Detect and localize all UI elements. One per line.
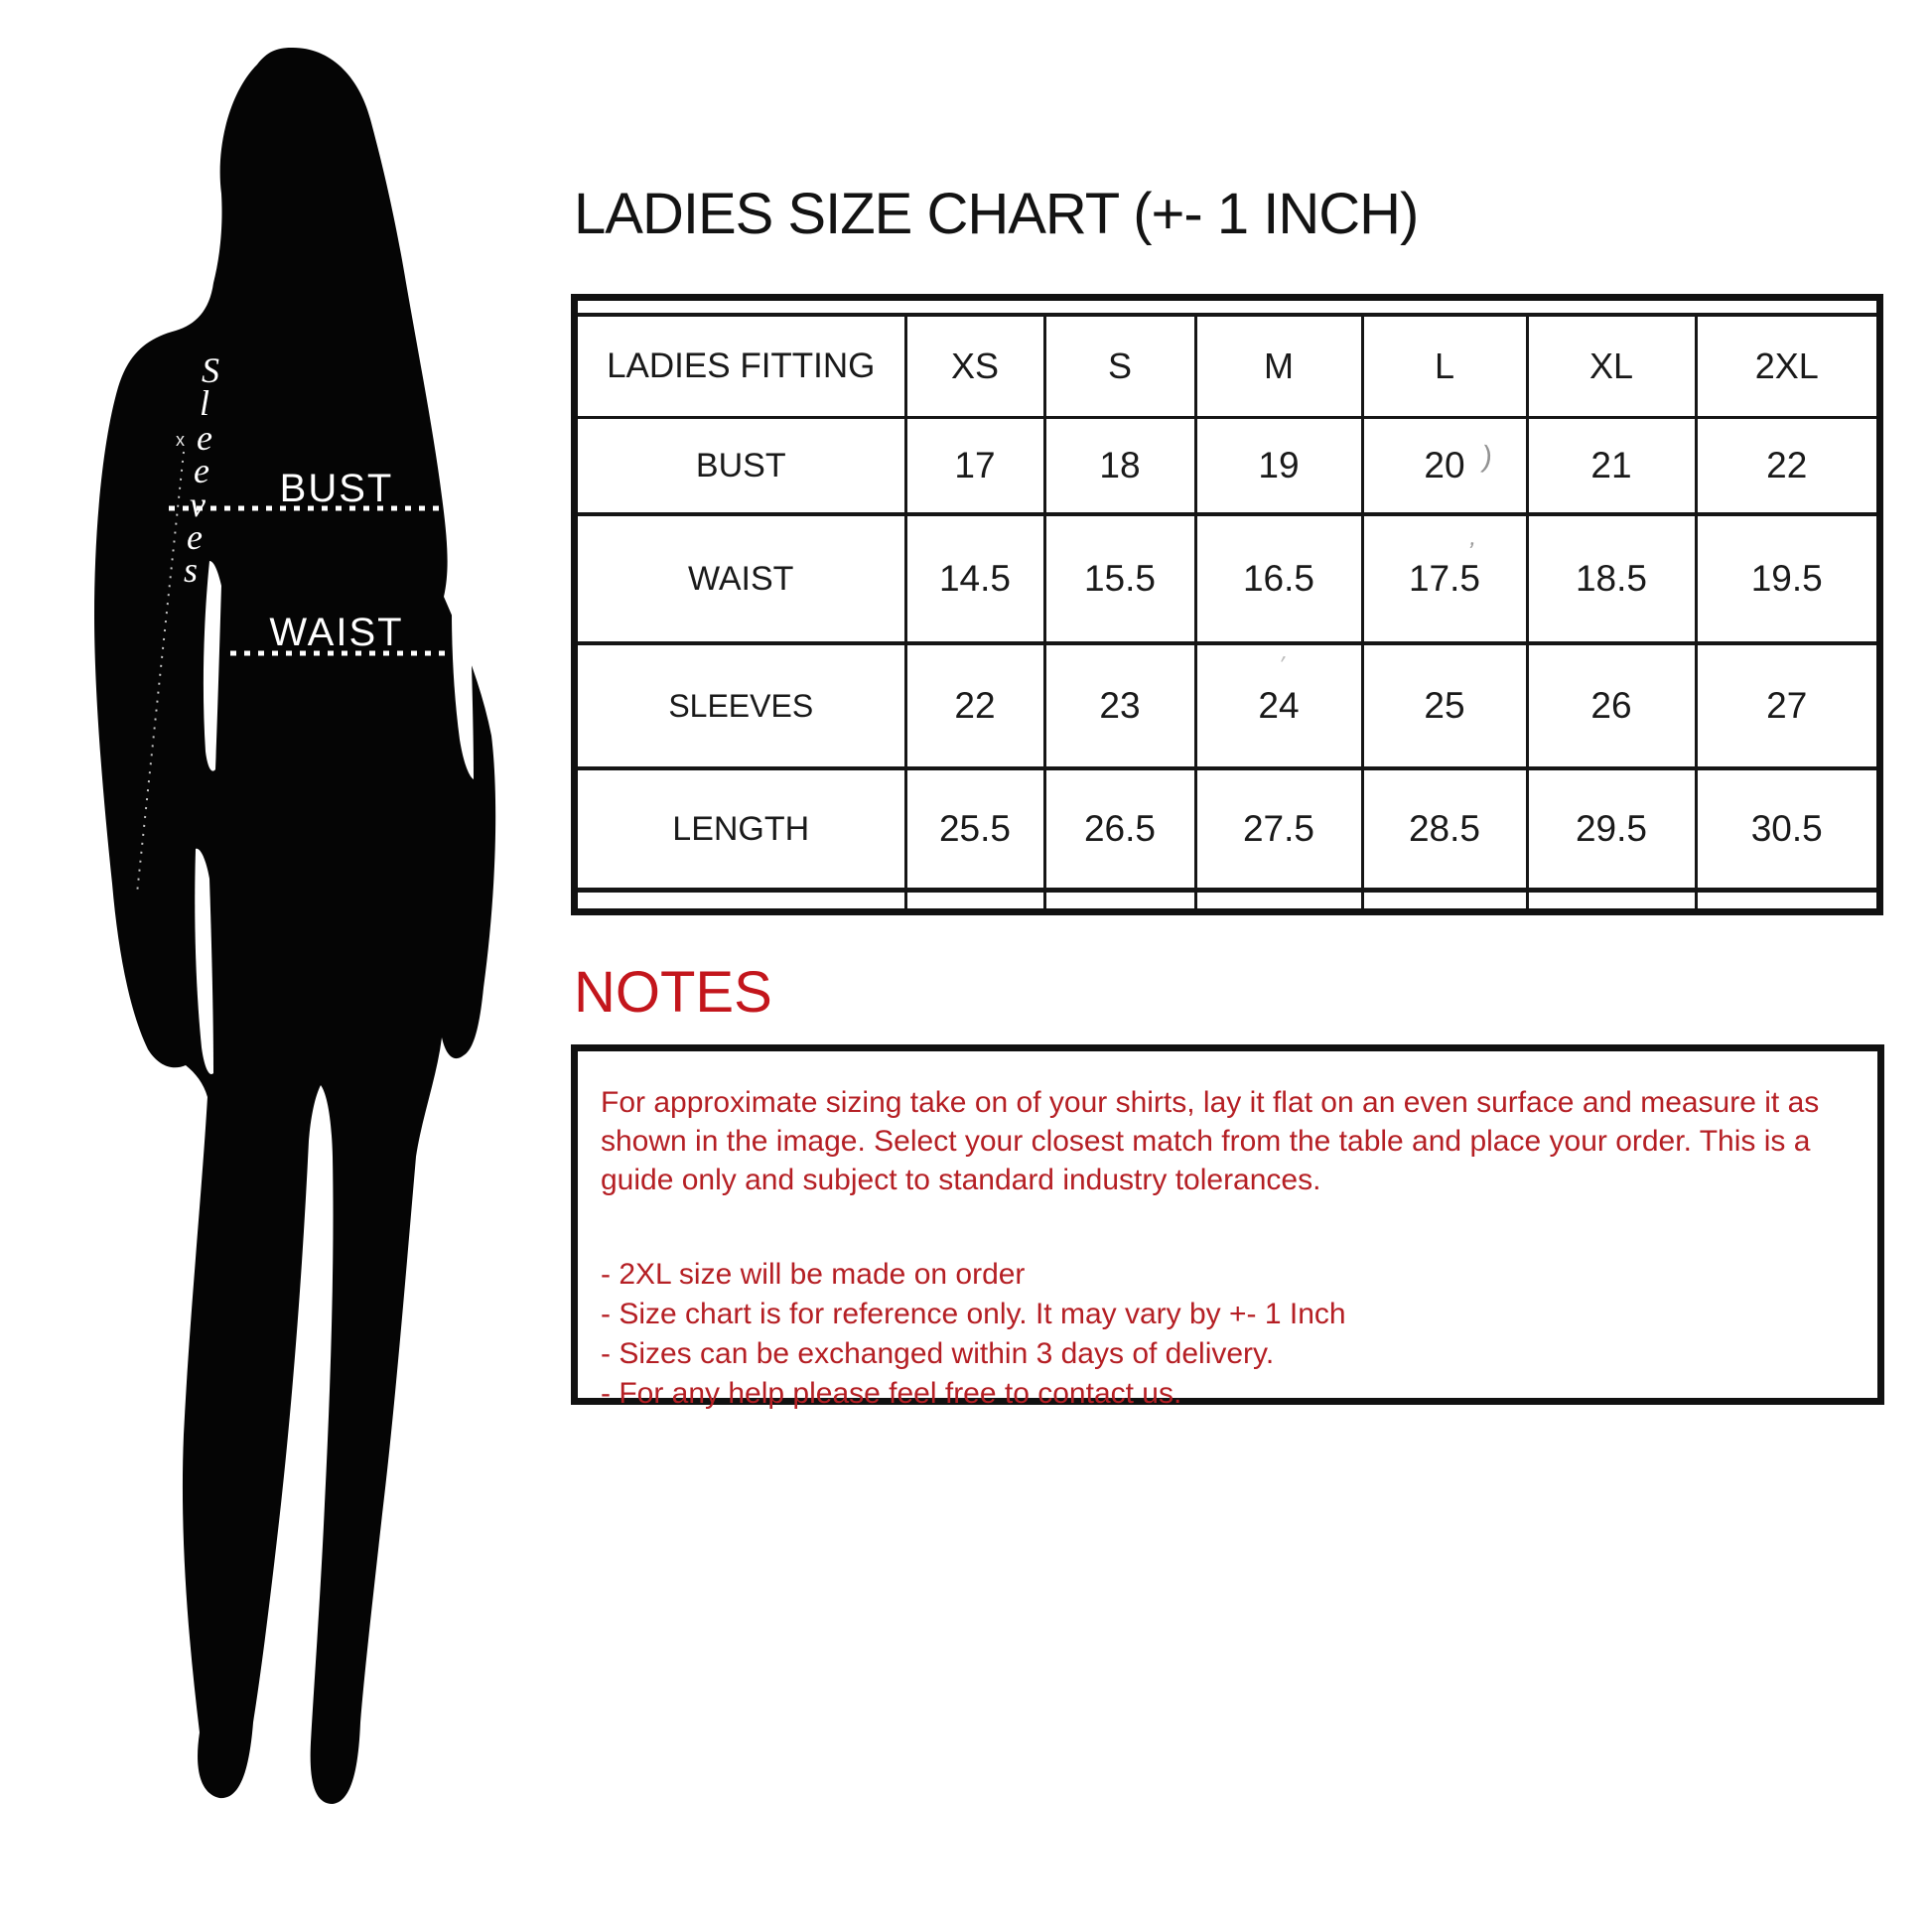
- sleeve-letter: e: [197, 418, 212, 458]
- table-row-bust: [578, 418, 1876, 515]
- size-value-cell: 21: [1527, 418, 1696, 515]
- sleeve-cross-mark: x: [176, 430, 185, 450]
- header-cell-size: XS: [905, 315, 1044, 418]
- size-value-cell: 22: [1696, 418, 1876, 515]
- measurement-figure: [84, 45, 506, 1822]
- notes-bullet-list: [601, 1255, 1877, 1414]
- size-value-cell: 26: [1527, 643, 1696, 768]
- size-value-cell: 27.5: [1195, 768, 1362, 891]
- table-bottom-spacer-row: [578, 891, 1876, 909]
- row-label-cell: LENGTH: [578, 768, 905, 891]
- size-value-cell: 25: [1362, 643, 1527, 768]
- size-value-cell: 26.5: [1044, 768, 1195, 891]
- table-header-row: [578, 315, 1876, 418]
- size-value-cell: 15.5: [1044, 514, 1195, 643]
- notes-paragraph-line: For approximate sizing take on of your shirts, lay it flat on an even surface and measure it as: [601, 1086, 1820, 1119]
- notes-bullet: - 2XL size will be made on order: [601, 1258, 1026, 1291]
- bust-measure-label: BUST: [279, 467, 394, 510]
- size-table: [578, 301, 1876, 908]
- size-value-cell: 19.5: [1696, 514, 1876, 643]
- silhouette-body-shape: [94, 48, 495, 1804]
- sleeve-letter: v: [190, 484, 206, 524]
- scan-artifact-mark: ’: [1463, 535, 1477, 567]
- notes-heading: NOTES: [574, 960, 772, 1025]
- waist-measure-label: WAIST: [269, 611, 404, 654]
- header-cell-size: 2XL: [1696, 315, 1876, 418]
- notes-paragraph-line: shown in the image. Select your closest match from the table and place your order. This is a: [601, 1125, 1811, 1158]
- table-row-waist: [578, 514, 1876, 643]
- size-value-cell: 14.5: [905, 514, 1044, 643]
- table-row-length: [578, 768, 1876, 891]
- header-cell-size: M: [1195, 315, 1362, 418]
- sleeve-letter: l: [200, 383, 210, 423]
- size-table-frame: [571, 294, 1883, 915]
- sleeve-letter: S: [202, 350, 219, 390]
- size-value-cell: 18: [1044, 418, 1195, 515]
- notes-box: [571, 1044, 1884, 1410]
- scan-artifact-mark: ): [1479, 440, 1495, 475]
- header-cell-fitting: LADIES FITTING: [578, 315, 905, 418]
- size-value-cell: 20: [1362, 418, 1527, 515]
- size-value-cell: 23: [1044, 643, 1195, 768]
- size-value-cell: 17: [905, 418, 1044, 515]
- size-value-cell: 16.5: [1195, 514, 1362, 643]
- size-value-cell: 19: [1195, 418, 1362, 515]
- notes-paragraph: [601, 1083, 1877, 1199]
- header-cell-size: L: [1362, 315, 1527, 418]
- size-value-cell: 22: [905, 643, 1044, 768]
- size-value-cell: 27: [1696, 643, 1876, 768]
- sleeve-letter: e: [187, 517, 203, 557]
- row-label-cell: BUST: [578, 418, 905, 515]
- scan-artifact-mark: ′: [1275, 650, 1288, 679]
- size-value-cell: 18.5: [1527, 514, 1696, 643]
- table-top-spacer-row: [578, 301, 1876, 315]
- size-value-cell: 29.5: [1527, 768, 1696, 891]
- size-value-cell: 28.5: [1362, 768, 1527, 891]
- notes-bullet: - Size chart is for reference only. It may vary by +- 1 Inch: [601, 1298, 1346, 1330]
- sleeve-letter: e: [194, 451, 209, 490]
- size-chart-title: LADIES SIZE CHART (+- 1 INCH): [574, 182, 1419, 246]
- notes-bullet: - For any help please feel free to contact us.: [601, 1377, 1182, 1410]
- header-cell-size: XL: [1527, 315, 1696, 418]
- row-label-cell: SLEEVES: [578, 643, 905, 768]
- size-value-cell: 24: [1195, 643, 1362, 768]
- notes-paragraph-line: guide only and subject to standard industry tolerances.: [601, 1164, 1321, 1196]
- sleeve-letter: s: [184, 550, 199, 590]
- woman-silhouette: [84, 45, 506, 1822]
- header-cell-size: S: [1044, 315, 1195, 418]
- size-value-cell: 17.5: [1362, 514, 1527, 643]
- table-row-sleeves: [578, 643, 1876, 768]
- size-value-cell: 30.5: [1696, 768, 1876, 891]
- row-label-cell: WAIST: [578, 514, 905, 643]
- size-value-cell: 25.5: [905, 768, 1044, 891]
- notes-bullet: - Sizes can be exchanged within 3 days of delivery.: [601, 1337, 1275, 1370]
